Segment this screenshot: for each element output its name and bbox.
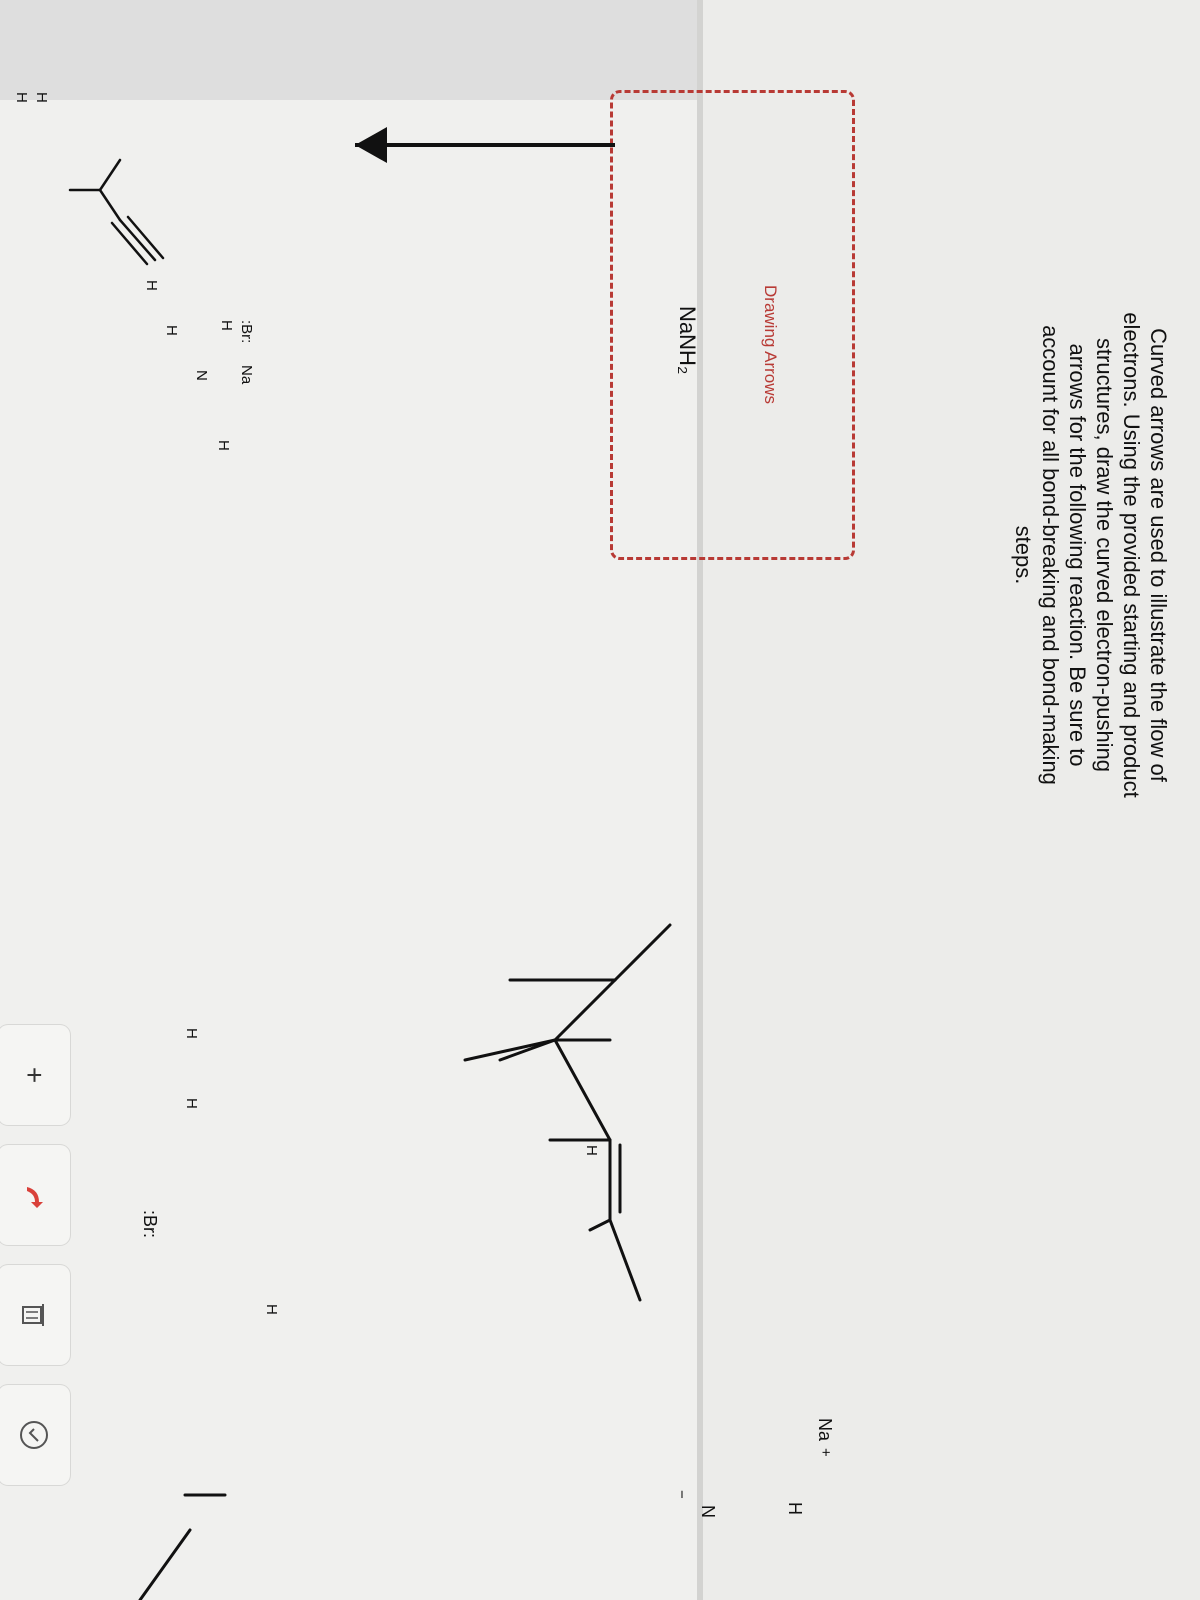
atom-h: H [183, 1028, 200, 1039]
trash-icon [20, 1303, 48, 1327]
atom-n: N [193, 370, 210, 381]
bond [555, 980, 615, 1040]
check-icon [19, 1420, 49, 1450]
instruction-line: arrows for the following reaction. Be sure to [1065, 343, 1090, 767]
redo-button[interactable] [0, 1145, 70, 1245]
bond [100, 160, 120, 190]
atom-br: :Br: [140, 1210, 160, 1239]
check-button[interactable] [0, 1385, 70, 1485]
instruction-line: steps. [1011, 525, 1036, 585]
delete-button[interactable] [0, 1265, 70, 1365]
instruction-line: structures, draw the curved electron-pushing [1092, 337, 1117, 773]
bond [590, 1220, 610, 1230]
add-button[interactable] [0, 1025, 70, 1125]
atom-h: H [143, 280, 160, 291]
atom-h: H [33, 92, 50, 103]
atom-h: H [215, 440, 232, 451]
plus-icon: + [19, 1066, 50, 1084]
atom-h: H [218, 320, 235, 331]
sodium-cation: Na [238, 365, 255, 385]
instruction-line: Curved arrows are used to illustrate the flow of [1146, 328, 1171, 782]
atom-h: H [13, 92, 30, 103]
bond [100, 190, 120, 220]
bond [615, 925, 670, 980]
bond [555, 1040, 610, 1140]
redo-icon [21, 1182, 47, 1208]
drawing-arrows-label: Drawing Arrows [761, 285, 780, 405]
bond [140, 1530, 190, 1600]
reagent-label: NaNH₂ [675, 306, 700, 375]
minus-charge: − [673, 1490, 690, 1499]
atom-h: H [163, 325, 180, 336]
atom-h: H [785, 1502, 805, 1515]
bond [128, 217, 163, 258]
bond [610, 1220, 640, 1300]
atom-n: N [698, 1505, 718, 1518]
plus-charge: + [817, 1448, 834, 1457]
instruction-line: electrons. Using the provided starting and product [1119, 312, 1144, 798]
atom-h: H [263, 1304, 280, 1315]
instruction-line: account for all bond-breaking and bond-making [1038, 325, 1063, 785]
sodium-cation: Na [815, 1418, 835, 1442]
atom-h: H [183, 1098, 200, 1109]
atom-h: H [583, 1145, 600, 1156]
atom-br: :Br: [238, 320, 255, 344]
